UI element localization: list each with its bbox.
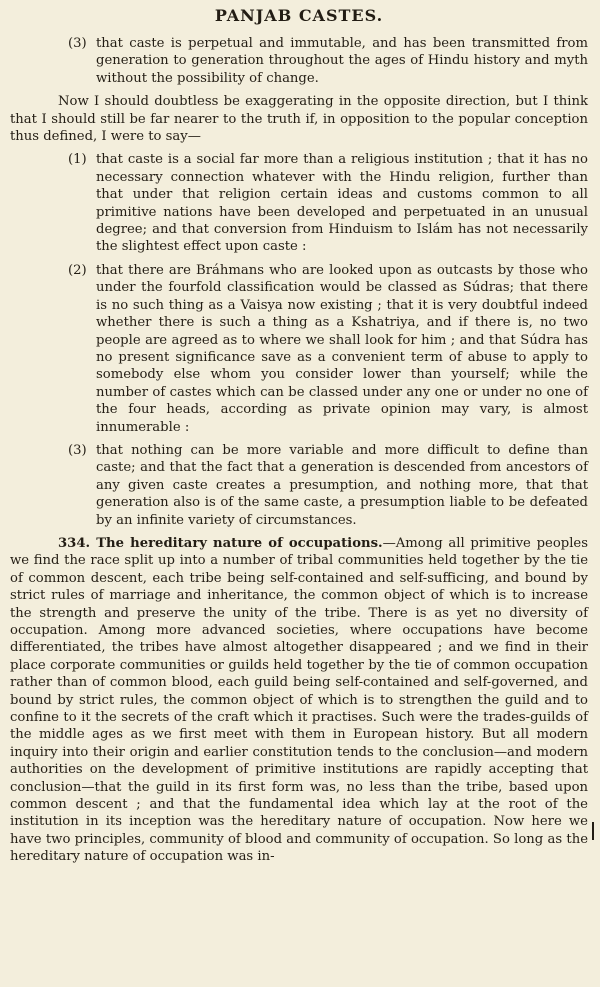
page-title: PANJAB CASTES.	[214, 6, 384, 25]
clause-number: (3)	[68, 442, 87, 458]
clause-3	[10, 442, 588, 529]
intro-paragraph: Now I should doubtless be exaggerating in the opposite direction, but I think that I should still be far nearer to the truth if, in opposition to the popular conception thus defined, I were to say—	[10, 94, 588, 145]
section-body: —Among all primitive peoples we find the race split up into a number of tribal communities held together by the tie of common descent, each tribe being self-contained and self-sufficing, and bound by strict rules of marriage and inheritance, the common object of which is to increase the strength and preserve the unity of the tribe. There is as yet no diversity of occupation. Among more advanced societies, where occupations have become differentiated, the tribes have almost altogether disappeared ; and we find in their place corporate communities or guilds held together by the tie of common occupation rather than of common blood, each guild being self-contained and self-governed, and bound by strict rules, the common object of which is to strengthen the guild and to confine to it the secrets of the craft which it practises. Such were the trades-guilds of the middle ages as we first meet with them in European history. But all modern inquiry into their origin and earlier constitution tends to the conclusion—and modern authorities on the development of primitive institutions are rapidly accepting that conclusion—that the guild in its first form was, no less than the tribe, based upon common descent ; and that the fundamental idea which lay at the root of the institution in its inception was the hereditary nature of occupation. Now here we have two principles, community of blood and community of occupation. So long as the hereditary nature of occupation was in-	[10, 535, 588, 865]
section-heading: 334. The hereditary nature of occupations.	[58, 535, 383, 551]
clause-number: (3)	[68, 36, 87, 51]
clause-top	[10, 35, 588, 87]
clause-text: that there are Bráhmans who are looked upon as outcasts by those who under the fourfold classification would be classed as Súdras; that there is no such thing as a Vaisya now existing ; that it is very doubtful indeed whether there is such a thing as a Kshatriya, and if there is, no two people are agreed as to where we shall look for him ; and that Súdra has no present significance save as a convenient term of abuse to apply to somebody else whom you consider lower than yourself; while the number of castes which can be classed under any one or under no one of the four heads, according as private opinion may vary, is almost innumerable :	[96, 262, 588, 435]
clause-1	[10, 151, 588, 255]
clause-text: that caste is a social far more than a religious institution ; that it has no necessary connection whatever with the Hindu religion, further than that under that religion certain ideas and customs common to all primitive nations have been developed and perpetuated in an unusual degree; and that conversion from Hinduism to Islám has not necessarily the slightest effect upon caste :	[96, 152, 588, 255]
clause-text: that caste is perpetual and immutable, and has been transmitted from generation to generation throughout the ages of Hindu history and myth without the possibility of change.	[96, 36, 588, 86]
margin-bracket-mark	[592, 822, 598, 840]
clause-number: (2)	[68, 262, 87, 278]
clause-2	[10, 262, 588, 436]
clause-number: (1)	[68, 152, 87, 168]
clause-text: that nothing can be more variable and more difficult to define than caste; and that the fact that a generation is descended from ancestors of any given caste creates a presumption, and nothing more, that that generation also is of the same caste, a presumption liable to be defeated by an infinite variety of circumstances.	[96, 442, 588, 528]
section-paragraph	[10, 535, 588, 866]
